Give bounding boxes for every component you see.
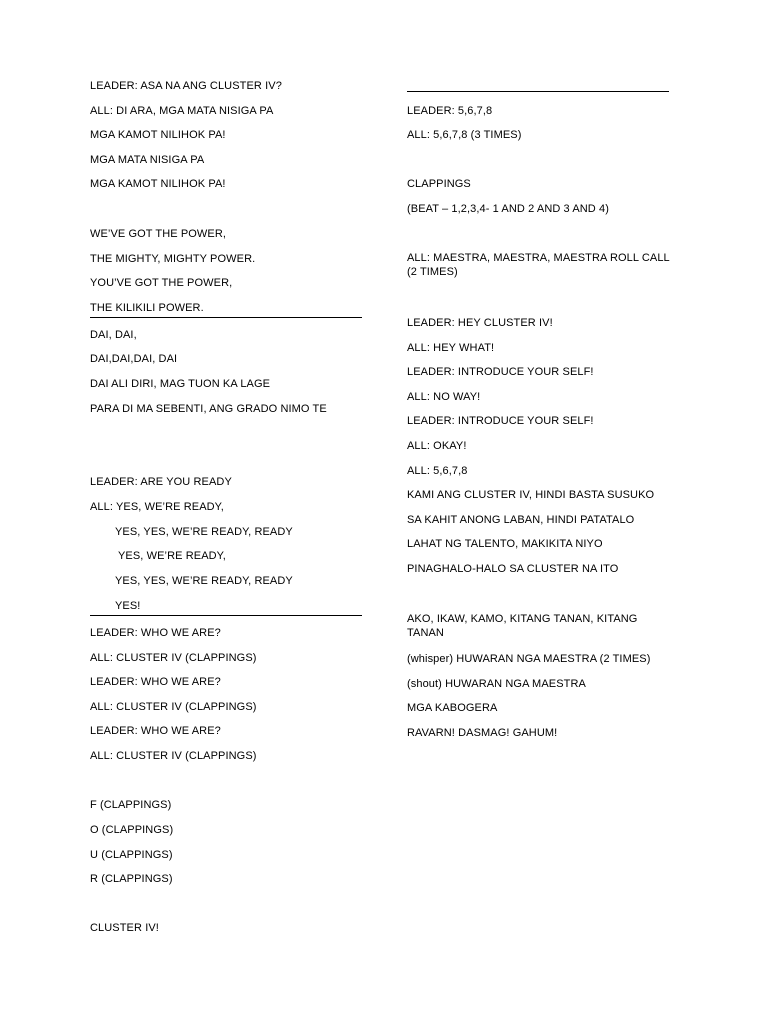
- lyric-line: YES, YES, WE’RE READY, READY: [115, 575, 293, 587]
- lyric-line: LEADER: INTRODUCE YOUR SELF!: [407, 366, 594, 378]
- lyric-line: LEADER: ARE YOU READY: [90, 476, 232, 488]
- lyric-line: ALL: MAESTRA, MAESTRA, MAESTRA ROLL CALL (2 TIMES): [407, 252, 670, 278]
- lyric-line: DAI,DAI,DAI, DAI: [90, 353, 178, 365]
- lyric-line: F (CLAPPINGS): [90, 799, 172, 811]
- top-divider: [407, 91, 669, 92]
- lyric-line: DAI, DAI,: [90, 329, 137, 341]
- lyric-line: DAI ALI DIRI, MAG TUON KA LAGE: [90, 378, 271, 390]
- lyric-line: LAHAT NG TALENTO, MAKIKITA NIYO: [407, 538, 603, 550]
- lyric-line: LEADER: WHO WE ARE?: [90, 725, 221, 737]
- lyric-line: LEADER: ASA NA ANG CLUSTER IV?: [90, 80, 282, 92]
- lyric-line: YES, YES, WE’RE READY, READY: [115, 526, 293, 538]
- lyric-line: WE’VE GOT THE POWER,: [90, 228, 227, 240]
- lyric-line: ALL: 5,6,7,8: [407, 465, 468, 477]
- lyric-line: CLUSTER IV!: [90, 922, 159, 934]
- lyric-line: MGA KAMOT NILIHOK PA!: [90, 129, 226, 141]
- lyric-line: KAMI ANG CLUSTER IV, HINDI BASTA SUSUKO: [407, 489, 655, 501]
- lyric-line: YES!: [115, 600, 141, 612]
- lyric-line: LEADER: INTRODUCE YOUR SELF!: [407, 415, 594, 427]
- lyric-line: LEADER: 5,6,7,8: [407, 105, 493, 117]
- lyric-line: LEADER: WHO WE ARE?: [90, 676, 221, 688]
- lyric-line: ALL: OKAY!: [407, 440, 467, 452]
- lyric-line: ALL: YES, WE’RE READY,: [90, 501, 224, 513]
- lyric-line: (shout) HUWARAN NGA MAESTRA: [407, 678, 586, 690]
- lyric-line: MGA KABOGERA: [407, 702, 498, 714]
- lyric-line: THE KILIKILI POWER.: [90, 302, 204, 314]
- lyric-line: U (CLAPPINGS): [90, 849, 173, 861]
- lyric-line: ALL: 5,6,7,8 (3 TIMES): [407, 129, 522, 141]
- lyric-line: O (CLAPPINGS): [90, 824, 174, 836]
- lyric-line: LEADER: HEY CLUSTER IV!: [407, 317, 553, 329]
- lyric-line: MGA MATA NISIGA PA: [90, 154, 205, 166]
- lyric-line: ALL: CLUSTER IV (CLAPPINGS): [90, 701, 257, 713]
- section-divider: [90, 615, 362, 616]
- lyric-line: SA KAHIT ANONG LABAN, HINDI PATATALO: [407, 514, 635, 526]
- lyric-line: ALL: CLUSTER IV (CLAPPINGS): [90, 652, 257, 664]
- lyric-line: R (CLAPPINGS): [90, 873, 173, 885]
- lyric-line: THE MIGHTY, MIGHTY POWER.: [90, 253, 256, 265]
- lyric-line: (BEAT – 1,2,3,4- 1 AND 2 AND 3 AND 4): [407, 203, 609, 215]
- lyric-line: MGA KAMOT NILIHOK PA!: [90, 178, 226, 190]
- lyric-line: ALL: HEY WHAT!: [407, 342, 495, 354]
- lyric-line: (whisper) HUWARAN NGA MAESTRA (2 TIMES): [407, 653, 651, 665]
- lyric-line: LEADER: WHO WE ARE?: [90, 627, 221, 639]
- lyric-line: ALL: NO WAY!: [407, 391, 481, 403]
- lyric-line: AKO, IKAW, KAMO, KITANG TANAN, KITANG TANAN: [407, 613, 638, 639]
- lyric-line: RAVARN! DASMAG! GAHUM!: [407, 727, 558, 739]
- lyric-line: PARA DI MA SEBENTI, ANG GRADO NIMO TE: [90, 403, 327, 415]
- lyric-line: PINAGHALO-HALO SA CLUSTER NA ITO: [407, 563, 619, 575]
- lyric-line: YES, WE’RE READY,: [118, 550, 226, 562]
- lyric-line: YOU’VE GOT THE POWER,: [90, 277, 233, 289]
- lyric-line: CLAPPINGS: [407, 178, 471, 190]
- section-divider: [90, 317, 362, 318]
- lyric-line: ALL: DI ARA, MGA MATA NISIGA PA: [90, 105, 274, 117]
- lyric-line: ALL: CLUSTER IV (CLAPPINGS): [90, 750, 257, 762]
